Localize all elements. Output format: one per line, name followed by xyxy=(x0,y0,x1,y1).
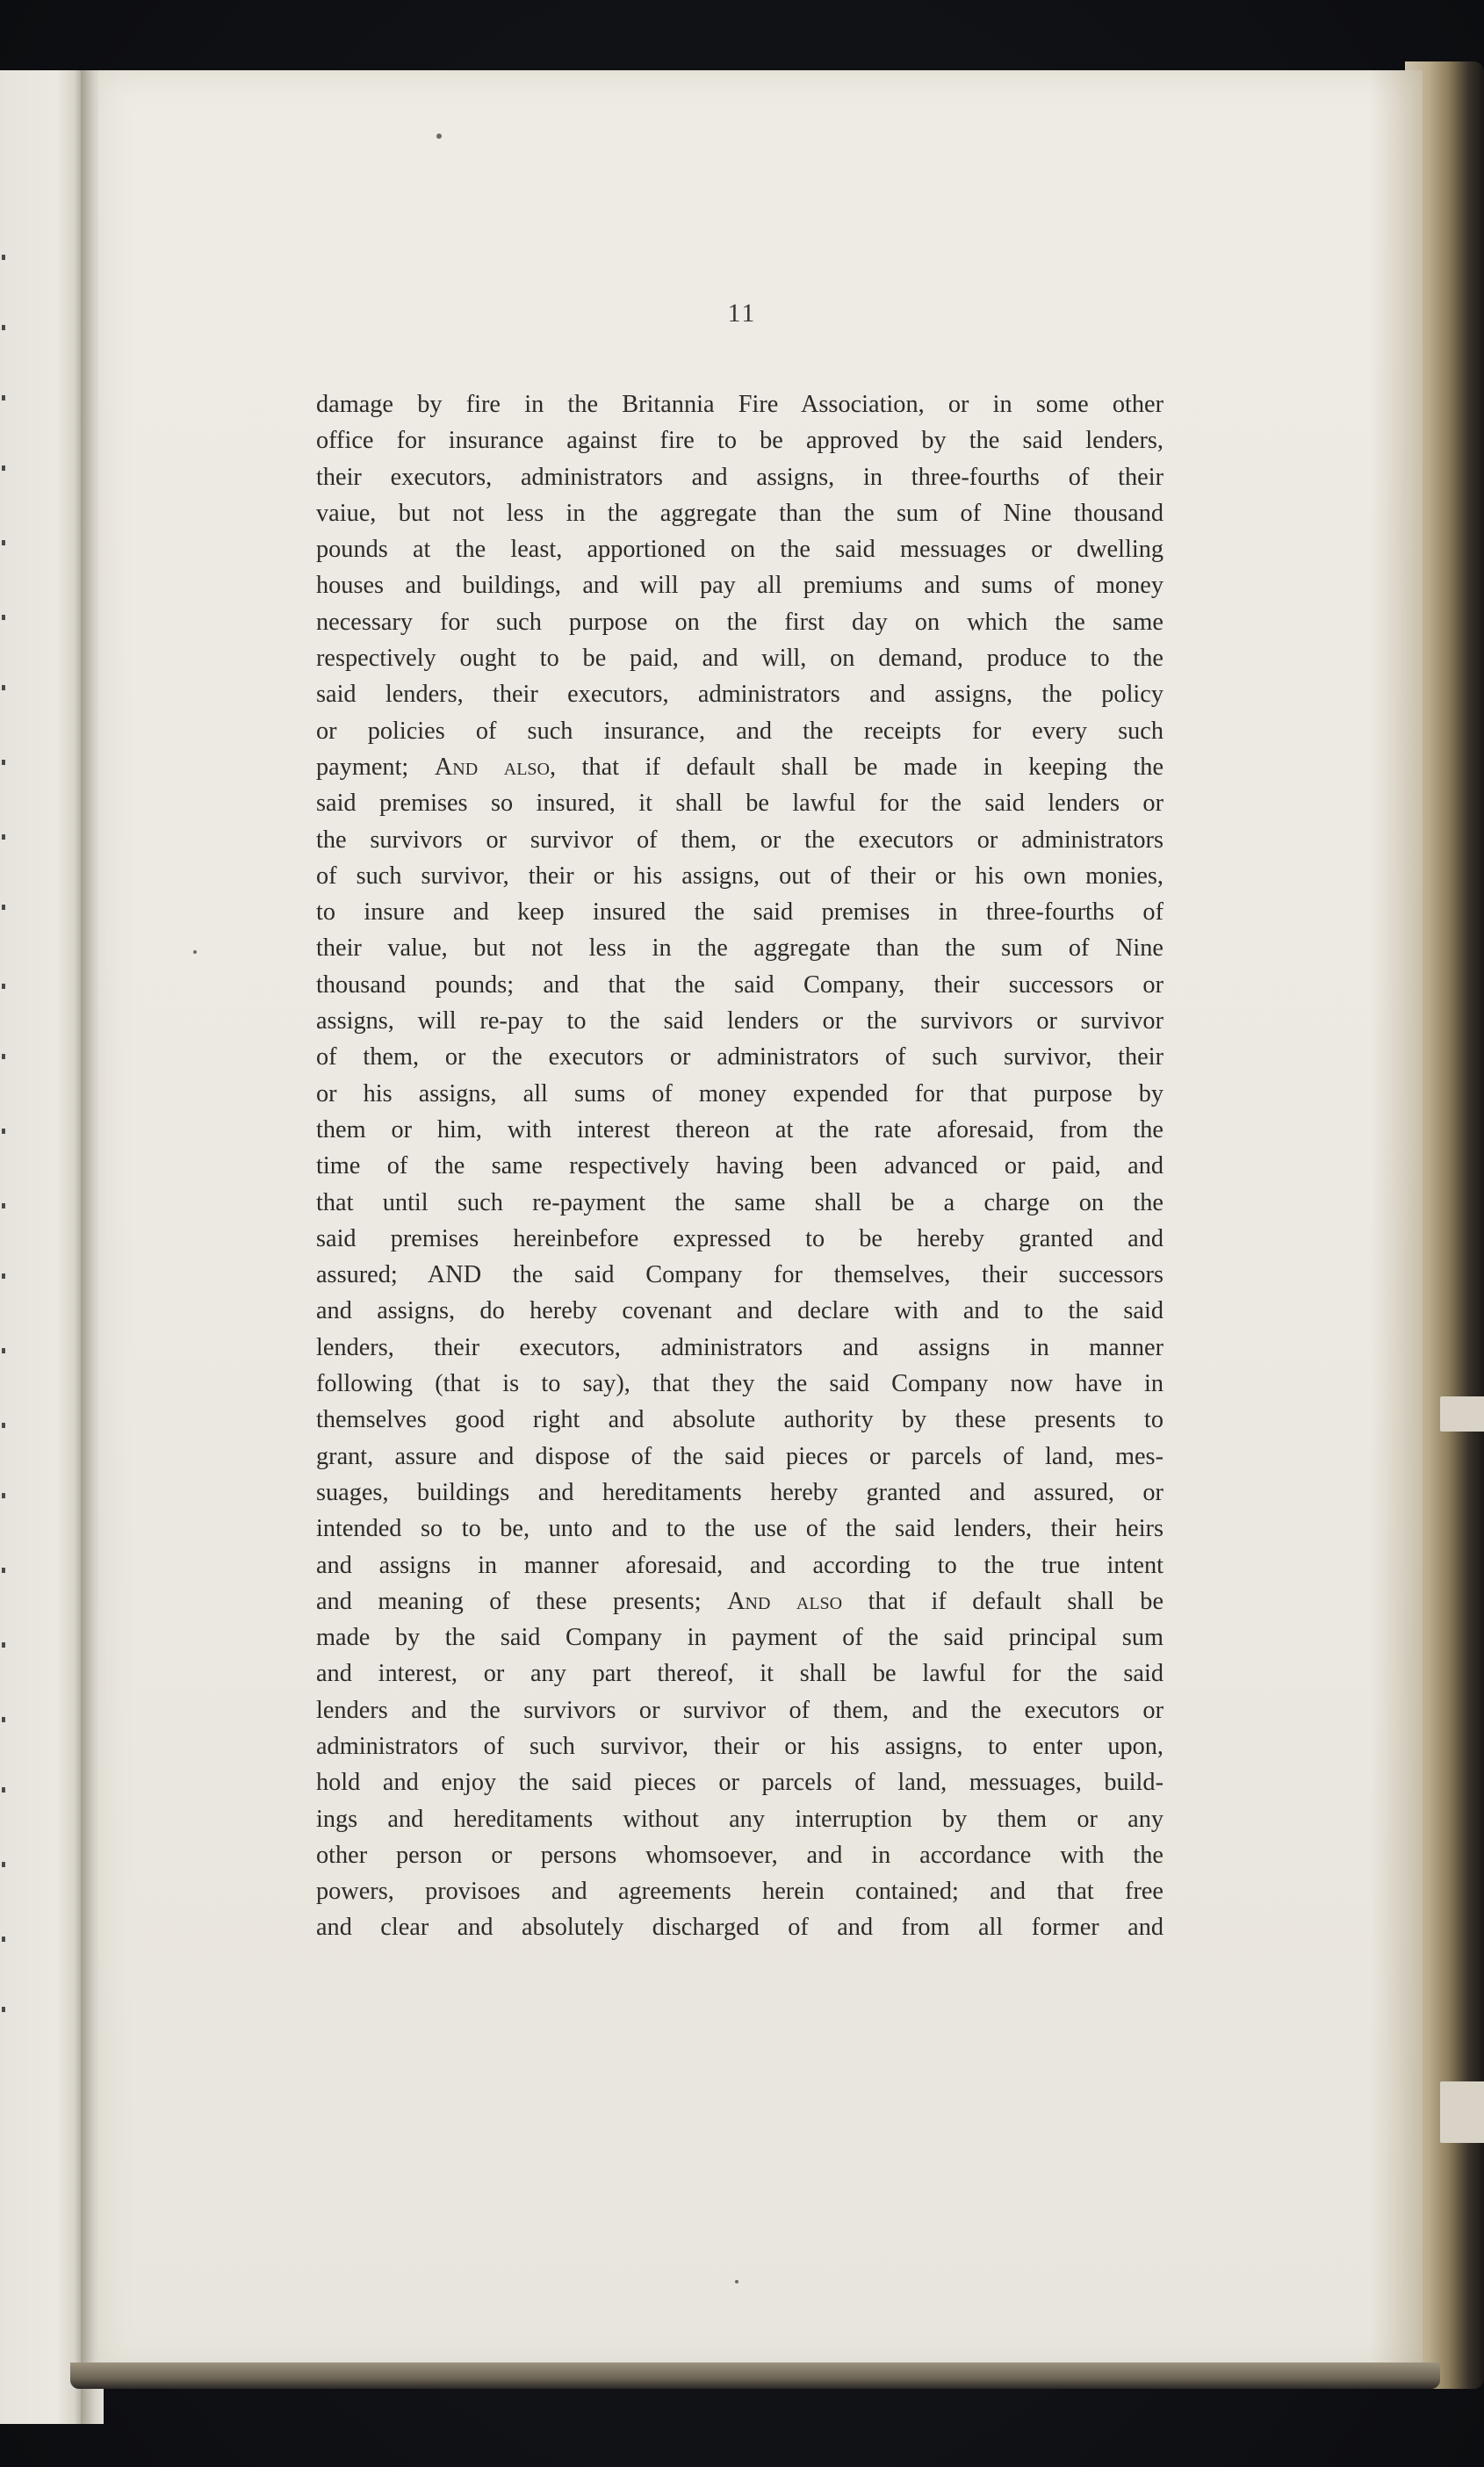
margin-mark xyxy=(2,255,5,260)
text-line: or his assigns, all sums of money expended for that purpose by xyxy=(316,1079,1163,1107)
margin-mark xyxy=(2,540,5,545)
text-line: or policies of such insurance, and the receipts for every such xyxy=(316,717,1163,745)
text-line: thousand pounds; and that the said Company, their successors or xyxy=(316,970,1163,999)
margin-mark xyxy=(2,1423,5,1428)
text-line: houses and buildings, and will pay all premiums and sums of money xyxy=(316,572,1163,600)
text-line: damage by fire in the Britannia Fire Association, or in some other xyxy=(316,391,1163,418)
margin-mark xyxy=(2,1568,5,1573)
text-line: following (that is to say), that they the said Company now have in xyxy=(316,1370,1163,1398)
margin-mark xyxy=(2,1642,5,1648)
protruding-sheet xyxy=(1440,2081,1484,2143)
text-line: lenders and the survivors or survivor of them, and the executors or xyxy=(316,1696,1163,1724)
text-line: made by the said Company in payment of the said principal sum xyxy=(316,1624,1163,1652)
page-bottom-edge xyxy=(70,2362,1440,2389)
protruding-sheet xyxy=(1440,1396,1484,1432)
text-line: the survivors or survivor of them, or the executors or administrators xyxy=(316,826,1163,854)
paper-speck xyxy=(193,950,197,954)
margin-mark xyxy=(2,395,5,400)
text-line: their executors, administrators and assigns, in three-fourths of their xyxy=(316,463,1163,491)
margin-mark xyxy=(2,1203,5,1208)
text-line: themselves good right and absolute authority by these presents to xyxy=(316,1406,1163,1434)
text-line: vaiue, but not less in the aggregate than the sum of Nine thousand xyxy=(316,499,1163,527)
margin-mark xyxy=(2,1717,5,1722)
text-line: ings and hereditaments without any interruption by them or any xyxy=(316,1805,1163,1833)
text-line: said premises so insured, it shall be lawful for the said lenders or xyxy=(316,790,1163,818)
paper-speck xyxy=(735,2280,738,2283)
margin-mark xyxy=(2,465,5,471)
text-line: them or him, with interest thereon at the rate aforesaid, from the xyxy=(316,1115,1163,1143)
text-line: office for insurance against fire to be approved by the said lenders, xyxy=(316,427,1163,455)
text-line: and assigns in manner aforesaid, and according to the true intent xyxy=(316,1551,1163,1579)
text-line: necessary for such purpose on the first day on which the same xyxy=(316,608,1163,636)
margin-mark xyxy=(2,834,5,840)
text-line: time of the same respectively having been advanced or paid, and xyxy=(316,1152,1163,1180)
text-line: of them, or the executors or administrators of such survivor, their xyxy=(316,1043,1163,1071)
text-line: intended so to be, unto and to the use of the said lenders, their heirs xyxy=(316,1515,1163,1543)
margin-mark xyxy=(2,685,5,690)
text-line: lenders, their executors, administrators and assigns in manner xyxy=(316,1333,1163,1361)
margin-mark xyxy=(2,1493,5,1498)
margin-mark xyxy=(2,1787,5,1793)
body-text xyxy=(316,386,1163,1946)
text-line: to insure and keep insured the said premises in three-fourths of xyxy=(316,898,1163,927)
facing-page-edge xyxy=(0,70,83,2424)
text-line: powers, provisoes and agreements herein contained; and that free xyxy=(316,1878,1163,1906)
margin-mark xyxy=(2,615,5,620)
margin-mark xyxy=(2,1348,5,1353)
margin-mark xyxy=(2,905,5,910)
text-line: assigns, will re-pay to the said lenders or the survivors or survivor xyxy=(316,1007,1163,1035)
text-line: said premises hereinbefore expressed to be hereby granted and xyxy=(316,1224,1163,1252)
text-line: grant, assure and dispose of the said pieces or parcels of land, mes- xyxy=(316,1442,1163,1470)
margin-mark xyxy=(2,984,5,989)
margin-mark xyxy=(2,1129,5,1134)
margin-mark xyxy=(2,1937,5,1942)
text-line: suages, buildings and hereditaments hereby granted and assured, or xyxy=(316,1478,1163,1506)
text-line: said lenders, their executors, administrators and assigns, the policy xyxy=(316,681,1163,709)
text-line: and interest, or any part thereof, it shall be lawful for the said xyxy=(316,1660,1163,1688)
text-line: that until such re-payment the same shall be a charge on the xyxy=(316,1188,1163,1216)
text-line: payment; And also, that if default shall be made in keeping the xyxy=(316,753,1163,781)
paper-speck xyxy=(436,133,442,139)
text-line: administrators of such survivor, their or his assigns, to enter upon, xyxy=(316,1732,1163,1760)
text-line: and meaning of these presents; And also that if default shall be xyxy=(316,1587,1163,1615)
text-line: pounds at the least, apportioned on the said messuages or dwelling xyxy=(316,536,1163,564)
text-line: assured; AND the said Company for themselves, their successors xyxy=(316,1261,1163,1289)
margin-mark xyxy=(2,1273,5,1279)
text-line: and assigns, do hereby covenant and declare with and to the said xyxy=(316,1297,1163,1325)
margin-mark xyxy=(2,2007,5,2012)
text-line: hold and enjoy the said pieces or parcels of land, messuages, build- xyxy=(316,1769,1163,1797)
text-line: and clear and absolutely discharged of and from all former and xyxy=(316,1914,1163,1942)
text-line: their value, but not less in the aggregate than the sum of Nine xyxy=(316,934,1163,963)
margin-mark xyxy=(2,1862,5,1867)
text-line: of such survivor, their or his assigns, out of their or his own monies, xyxy=(316,862,1163,890)
text-line: respectively ought to be paid, and will, on demand, produce to the xyxy=(316,645,1163,673)
page-number: 11 xyxy=(727,299,757,328)
margin-mark xyxy=(2,1054,5,1059)
margin-mark xyxy=(2,760,5,765)
text-line: other person or persons whomsoever, and in accordance with the xyxy=(316,1841,1163,1869)
